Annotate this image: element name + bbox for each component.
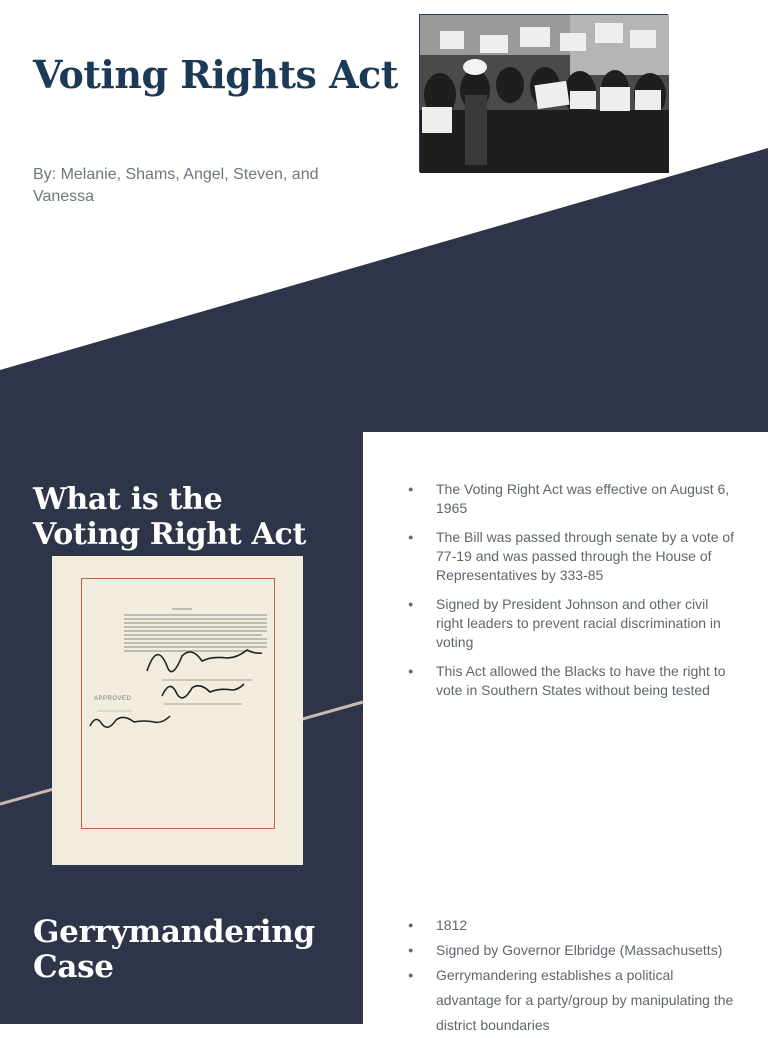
approved-stamp: APPROVED — [94, 696, 132, 702]
gerrymandering-bullet-list — [408, 913, 738, 1038]
list-item: ● The Voting Right Act was effective on August 6, 1965 — [408, 480, 738, 518]
slide-heading: What is the Voting Right Act — [33, 482, 307, 552]
list-item: ● Signed by President Johnson and other civil right leaders to prevent racial discrimination in voting — [408, 595, 738, 652]
slide-heading: Gerrymandering Case — [33, 914, 315, 985]
definition-slide — [0, 432, 768, 866]
title-slide — [0, 0, 768, 432]
list-item: ● The Bill was passed through senate by a vote of 77-19 and was passed through the House of Representatives by 333-85 — [408, 528, 738, 585]
protest-photo — [419, 14, 668, 172]
protest-photo-icon — [420, 15, 669, 173]
signed-act-document-image — [52, 556, 303, 865]
document-text-and-signatures — [52, 556, 303, 865]
list-item: ● Gerrymandering establishes a political advantage for a party/group by manipulating the district boundaries — [408, 963, 738, 1038]
list-item: ● This Act allowed the Blacks to have the right to vote in Southern States without being tested — [408, 662, 738, 700]
presentation-title: Voting Rights Act — [33, 52, 398, 97]
list-item: ● 1812 — [408, 913, 738, 938]
list-item: ● Signed by Governor Elbridge (Massachusetts) — [408, 938, 738, 963]
authors-line: By: Melanie, Shams, Angel, Steven, and Vanessa — [33, 166, 319, 205]
gerrymandering-slide — [0, 866, 768, 1033]
definition-bullet-list — [408, 480, 738, 710]
